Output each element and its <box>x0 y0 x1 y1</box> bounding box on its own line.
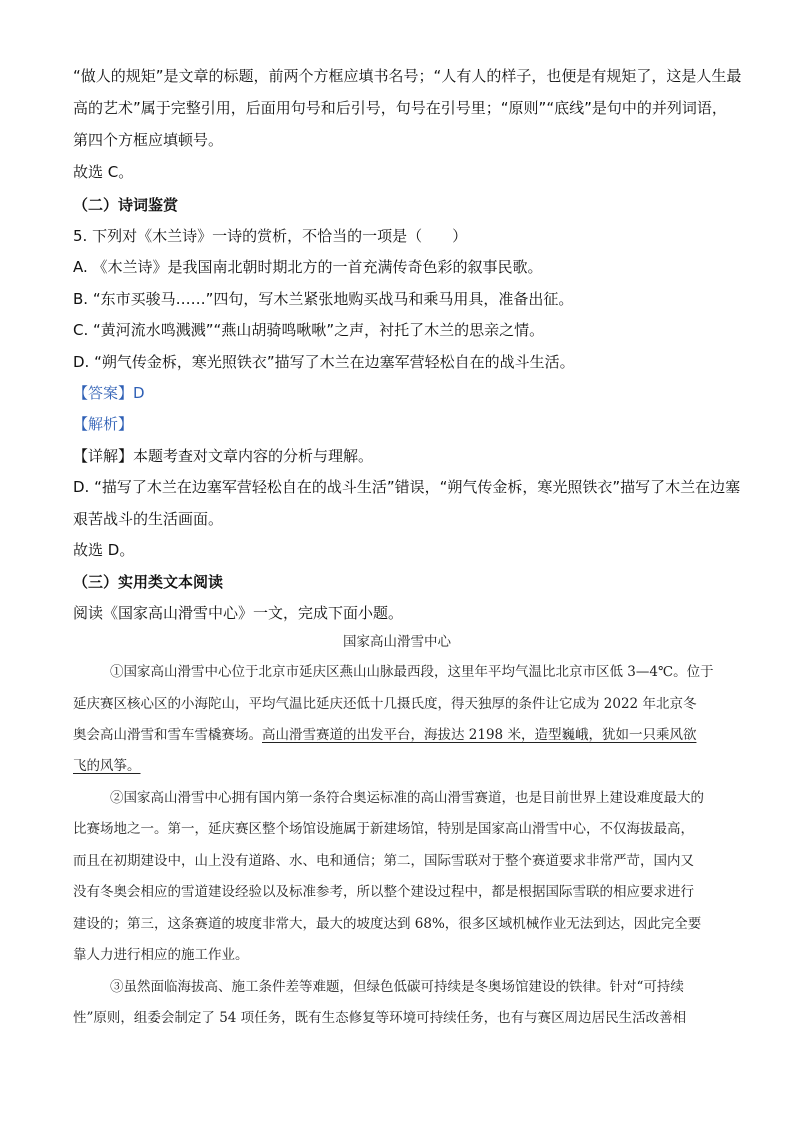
paragraph-line: 而且在初期建设中，山上没有道路、水、电和通信；第二，国际雪联对于整个赛道要求非常严苛，国内又 <box>73 853 694 869</box>
paragraph-line: 延庆赛区核心区的小海陀山，平均气温比延庆还低十几摄氏度，得天独厚的条件让它成为 2022 年北京冬 <box>73 696 697 712</box>
underlined-sentence: 高山滑雪赛道的出发平台，海拔达 2198 米，造型巍峨，犹如一只乘风欲 <box>262 727 697 743</box>
explanation-line: 艰苦战斗的生活画面。 <box>73 510 224 528</box>
paragraph-line: 比赛场地之一。第一，延庆赛区整个场馆设施属于新建场馆，特别是国家高山滑雪中心，不仅海拔最高， <box>73 821 694 837</box>
reading-intro: 阅读《国家高山滑雪中心》一文，完成下面小题。 <box>73 604 404 622</box>
jiexi-label: 【解析】 <box>73 415 134 433</box>
paragraph-line: ①国家高山滑雪中心位于北京市延庆区燕山山脉最西段，这里年平均气温比北京市区低 3—4℃。位于 <box>110 664 714 680</box>
answer-line: 故选 C。 <box>73 163 134 181</box>
paragraph-line: 建设的；第三，这条赛道的坡度非常大，最大的坡度达到 68%，很多区域机械作业无法到达，因此完全要 <box>73 916 702 932</box>
analysis-line: 高的艺术”属于完整引用，后面用句号和后引号，句号在引号里；“原则”“底线”是句中的并列词语， <box>73 99 727 117</box>
analysis-line: 第四个方框应填顿号。 <box>73 131 224 149</box>
paragraph-line: 性”原则，组委会制定了 54 项任务，既有生态修复等环境可持续任务，也有与赛区周边居民生活改善相 <box>73 1010 687 1026</box>
article-title: 国家高山滑雪中心 <box>343 634 451 650</box>
option-b: B. “东市买骏马……”四句，写木兰紧张地购买战马和乘马用具，准备出征。 <box>73 290 574 308</box>
paragraph-line <box>73 725 696 745</box>
paragraph-line: ②国家高山滑雪中心拥有国内第一条符合奥运标准的高山滑雪赛道，也是目前世界上建设难度最大的 <box>110 790 704 806</box>
question-text: 5. 下列对《木兰诗》一诗的赏析，不恰当的一项是（ ） <box>73 227 468 245</box>
option-d: D. “朔气传金柝，寒光照铁衣”描写了木兰在边塞军营轻松自在的战斗生活。 <box>73 353 575 371</box>
paragraph-line: 没有冬奥会相应的雪道建设经验以及标准参考，所以整个建设过程中，都是根据国际雪联的相应要求进行 <box>73 884 694 900</box>
paragraph-line: 靠人力进行相应的施工作业。 <box>73 947 249 963</box>
answer-label: 【答案】D <box>73 384 145 402</box>
analysis-line: “做人的规矩”是文章的标题，前两个方框应填书名号；“人有人的样子，也便是有规矩了，这是人生最 <box>73 67 742 85</box>
option-c: C. “黄河流水鸣溅溅”“燕山胡骑鸣啾啾”之声，衬托了木兰的思亲之情。 <box>73 321 545 339</box>
explanation-line: D. “描写了木兰在边塞军营轻松自在的战斗生活”错误，“朔气传金柝，寒光照铁衣”描写了木兰在边塞 <box>73 478 741 496</box>
detail-line: 【详解】本题考查对文章内容的分析与理解。 <box>73 447 374 465</box>
section-heading: （二）诗词鉴赏 <box>73 196 179 214</box>
paragraph-text: 奥会高山滑雪和雪车雪橇赛场。 <box>73 727 262 743</box>
section-heading: （三）实用类文本阅读 <box>73 573 224 591</box>
paragraph-line: ③虽然面临海拔高、施工条件差等难题，但绿色低碳可持续是冬奥场馆建设的铁律。针对“可持续 <box>110 979 684 995</box>
option-a: A. 《木兰诗》是我国南北朝时期北方的一首充满传奇色彩的叙事民歌。 <box>73 258 543 276</box>
underlined-sentence: 飞的风筝。 <box>73 758 141 774</box>
answer-line: 故选 D。 <box>73 541 135 559</box>
